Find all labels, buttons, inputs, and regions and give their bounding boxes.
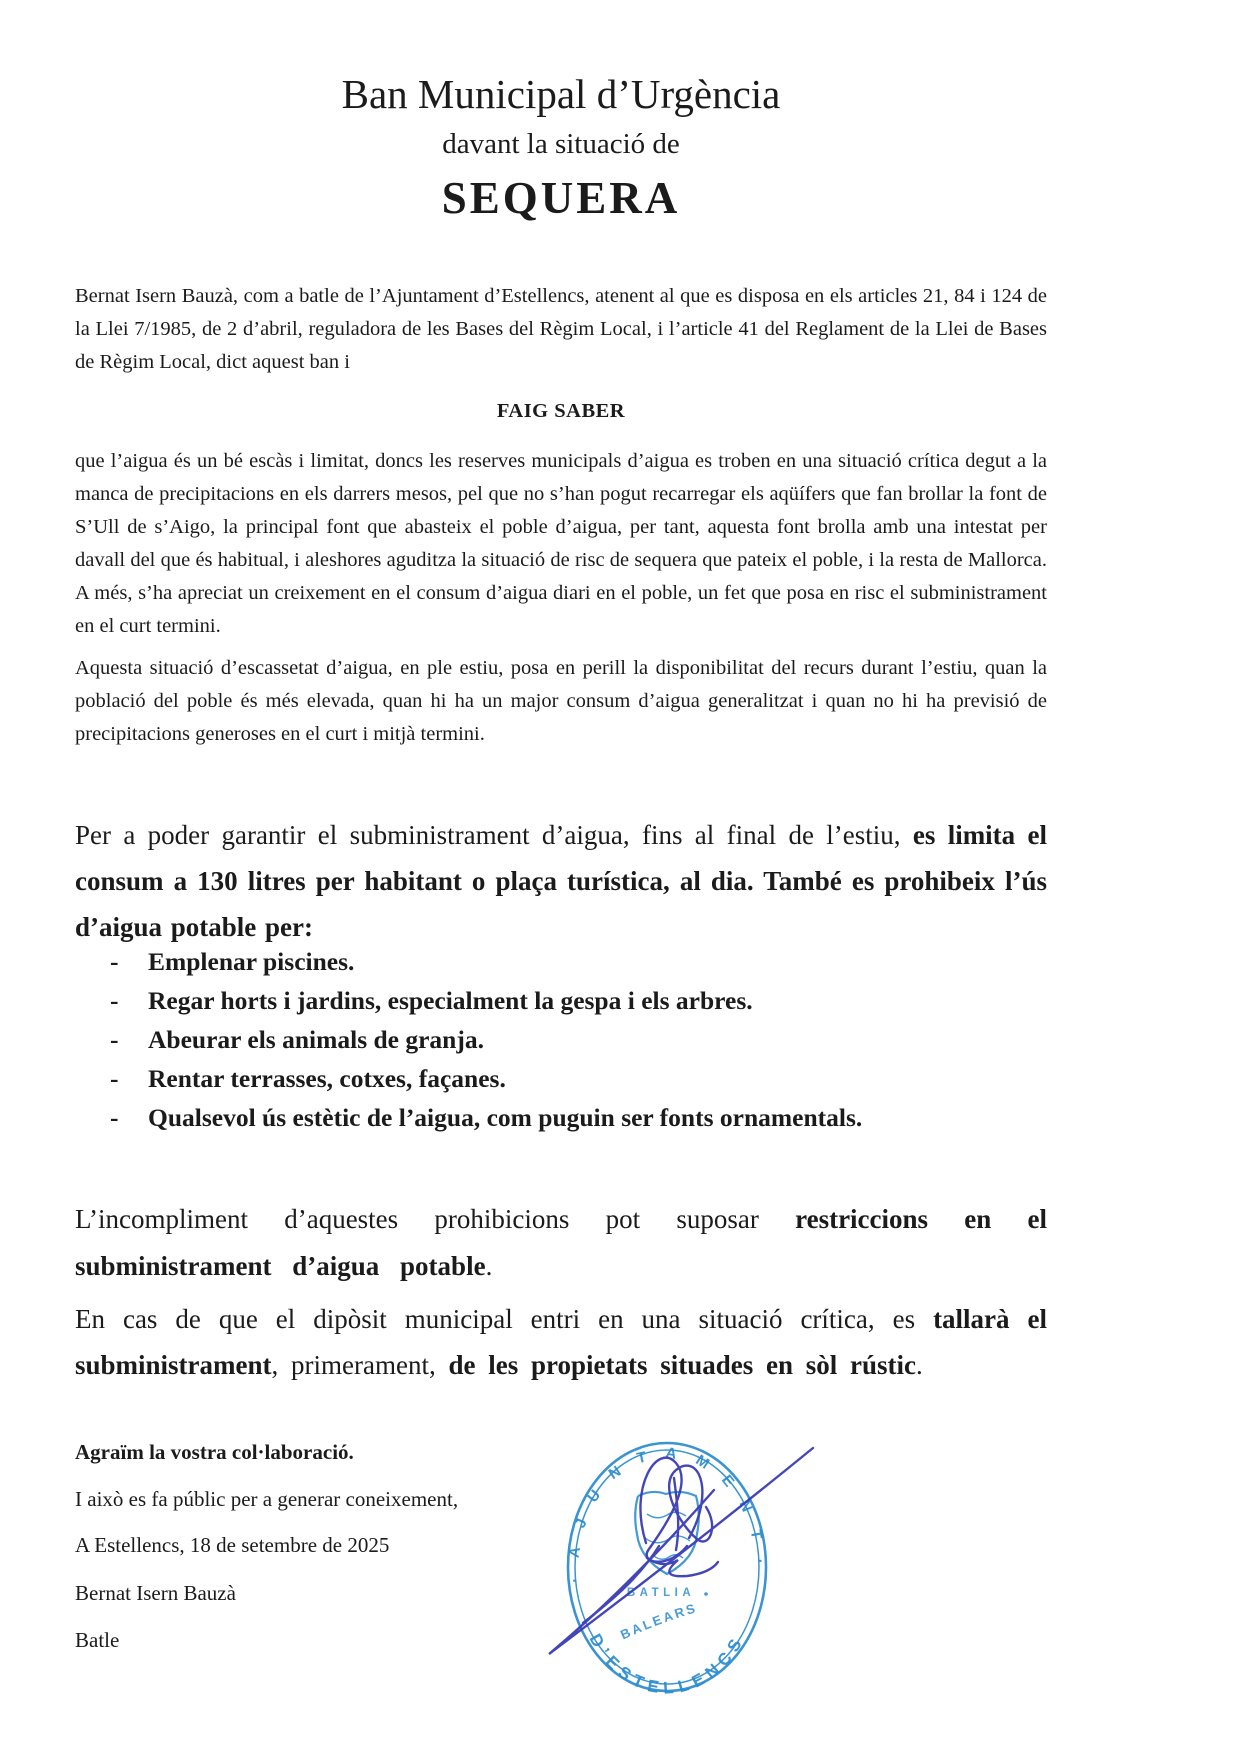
scarcity-paragraph: Aquesta situació d’escassetat d’aigua, en ple estiu, posa en perill la disponibilitat del recurs durant l’estiu, quan la població del poble és més elevada, quan hi ha un major consum d’aigua generalitzat i quan no hi ha previsió de precipitacions generoses en el curt i mitjà termini. <box>75 657 1047 745</box>
measures-lead-normal: Per a poder garantir el subministrament d’aigua, fins al final de l’estiu, <box>75 820 913 850</box>
thanks-line: Agraïm la vostra col·laboració. <box>75 1440 354 1464</box>
stamp-batlia-text: BATLIA <box>626 1587 696 1599</box>
measures-lead-paragraph <box>75 812 1047 950</box>
critical-normal: En cas de que el dipòsit municipal entri en una situació crítica, es <box>75 1304 934 1334</box>
list-dash: - <box>110 1103 119 1132</box>
critical-mid: , primerament, <box>271 1350 449 1380</box>
critical-deposit-paragraph <box>75 1296 1047 1388</box>
list-item <box>75 1020 1047 1059</box>
situation-paragraph: que l’aigua és un bé escàs i limitat, doncs les reserves municipals d’aigua es troben en una situació crítica degut a la manca de precipitacions en els darrers mesos, pel que no s’han pogut recarregar els aqüífers que fan brollar la font de S’Ull de s’Aigo, la principal font que abasteix el poble d’aigua, per tant, aquesta font brolla amb una intestat per davall del que és habitual, i aleshores aguditza la situació de risc de sequera que pateix el poble, i la resta de Mallorca. A més, s’ha apreciat un creixement en el consum d’aigua diari en el poble, un fet que posa en risc el subministrament en el curt termini. <box>75 450 1047 637</box>
stamp-balears-text: BALEARS <box>618 1600 700 1643</box>
prohibitions-list <box>75 942 1047 1137</box>
critical-bold-rustic: de les propietats situades en sòl rústic <box>448 1350 916 1380</box>
list-item-text: Abeurar els animals de granja. <box>148 1025 484 1054</box>
intro-paragraph: Bernat Isern Bauzà, com a batle de l’Ajuntament d’Estellencs, atenent al que es disposa en els articles 21, 84 i 124 de la Llei 7/1985, de 2 d’abril, reguladora de les Bases del Règim Local, i l’article 41 del Reglament de la Llei de Bases de Règim Local, dict aquest ban i <box>75 285 1047 373</box>
list-dash: - <box>110 947 119 976</box>
critical-bold-cutoff: tallarà el subministrament <box>75 1304 1047 1380</box>
noncompliance-bold: restriccions en el subministrament d’aigua potable <box>75 1204 1047 1281</box>
list-item <box>75 942 1047 981</box>
list-item-text: Regar horts i jardins, especialment la gespa i els arbres. <box>148 986 753 1015</box>
list-dash: - <box>110 1025 119 1054</box>
document-subtitle: davant la situació de <box>442 128 680 160</box>
list-item <box>75 1098 1047 1137</box>
list-item-text: Rentar terrasses, cotxes, façanes. <box>148 1064 506 1093</box>
signer-role: Batle <box>75 1628 120 1652</box>
document-title: Ban Municipal d’Urgència <box>341 71 781 117</box>
stamp-arc-top-text: ·AJUNTAMENT· <box>565 1444 769 1584</box>
stamp-arc-bottom-text: D’ESTELLENCS <box>585 1630 749 1698</box>
list-item-text: Qualsevol ús estètic de l’aigua, com puguin ser fonts ornamentals. <box>148 1103 863 1132</box>
noncompliance-normal: L’incompliment d’aquestes prohibicions pot suposar <box>75 1204 796 1234</box>
list-item-text: Emplenar piscines. <box>148 947 355 976</box>
official-stamp-and-signature <box>528 1418 828 1718</box>
stamp-graphic <box>528 1418 828 1718</box>
signer-name: Bernat Isern Bauzà <box>75 1581 236 1605</box>
document-keyword-sequera: SEQUERA <box>441 173 681 223</box>
faig-saber-heading: FAIG SABER <box>496 400 626 422</box>
list-item <box>75 981 1047 1020</box>
signature-ink <box>549 1448 813 1654</box>
place-date-line: A Estellencs, 18 de setembre de 2025 <box>75 1533 390 1557</box>
list-item <box>75 1059 1047 1098</box>
noncompliance-period: . <box>485 1251 493 1281</box>
noncompliance-paragraph <box>75 1196 1047 1290</box>
critical-period: . <box>915 1350 923 1380</box>
list-dash: - <box>110 986 119 1015</box>
list-dash: - <box>110 1064 119 1093</box>
measures-lead-bold: es limita el consum a 130 litres per habitant o plaça turística, al dia. També es prohibeix l’ús d’aigua potable per: <box>75 820 1048 942</box>
public-notice-line: I això es fa públic per a generar coneixement, <box>75 1487 459 1511</box>
